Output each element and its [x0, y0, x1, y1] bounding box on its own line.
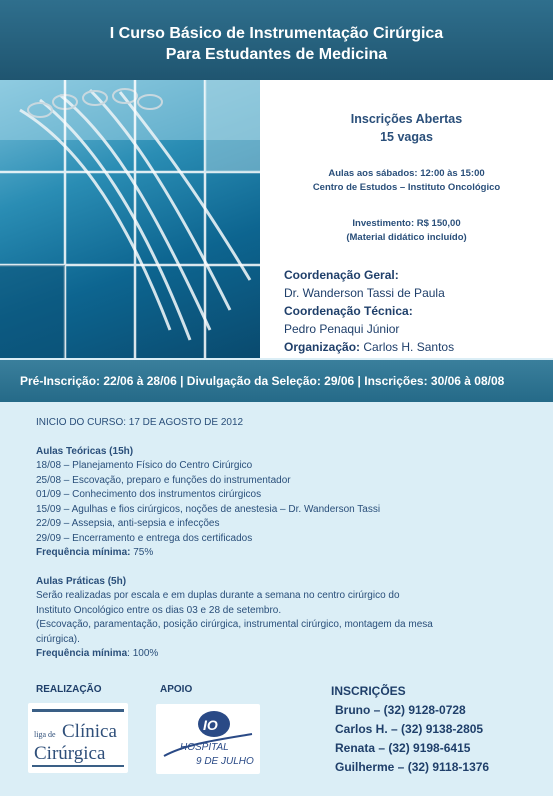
contact-row: Guilherme – (32) 9118-1376 [335, 760, 490, 774]
freq-teoricas-label: Frequência mínima: [36, 547, 131, 558]
instruments-illustration [0, 80, 260, 358]
inscricoes-contacts [331, 682, 541, 777]
price [260, 217, 553, 245]
praticas-title: Aulas Práticas (5h) [36, 575, 127, 587]
teoricas-item: 01/09 – Conhecimento dos instrumentos cirúrgicos [36, 489, 262, 500]
freq-praticas [36, 647, 536, 662]
praticas-line: Instituto Oncológico entre os dias 03 e 28 de setembro. [36, 604, 282, 616]
coord-geral-label: Coordenação Geral: [284, 268, 399, 282]
logo2-line1: HOSPITAL [180, 742, 229, 753]
freq-praticas-value: : 100% [127, 648, 159, 659]
class-times: Aulas aos sábados: 12:00 às 15:00 [328, 168, 485, 179]
realizacao-label: REALIZAÇÃO [36, 684, 102, 695]
teoricas-item: 29/09 – Encerramento e entrega dos certificados [36, 532, 253, 544]
freq-teoricas [36, 546, 536, 561]
vagas: 15 vagas [380, 130, 433, 144]
contact-row: Carlos H. – (32) 9138-2805 [335, 722, 484, 736]
hospital-9-de-julho-logo [156, 704, 260, 774]
coordination [284, 266, 544, 356]
coord-geral-name: Dr. Wanderson Tassi de Paula [284, 286, 445, 300]
teoricas-item: 15/09 – Agulhas e fios cirúrgicos, noções de anestesia – Dr. Wanderson Tassi [36, 503, 381, 515]
praticas-line: cirúrgica). [36, 633, 80, 645]
org-name: Carlos H. Santos [363, 340, 455, 354]
inscricoes-abertas: Inscrições Abertas [350, 112, 463, 126]
investimento: Investimento: R$ 150,00 [352, 218, 461, 229]
logo2-line2: 9 DE JULHO [196, 756, 254, 767]
liga-clinica-cirurgica-logo [28, 703, 128, 773]
contact-row: Bruno – (32) 9128-0728 [335, 703, 466, 717]
registration-open [260, 110, 553, 146]
freq-praticas-label: Frequência mínima [36, 648, 128, 659]
praticas-line: (Escovação, paramentação, posição cirúrgica, instrumental cirúrgico, montagem da mesa [36, 619, 433, 630]
logo1-small-text: liga de [34, 730, 56, 739]
schedule [260, 167, 553, 195]
coord-tecnica-name: Pedro Penaqui Júnior [284, 322, 400, 336]
inscricoes-title: INSCRIÇÕES [331, 684, 406, 698]
teoricas-item: 18/08 – Planejamento Físico do Centro Cirúrgico [36, 460, 253, 471]
logo1-word2: Cirúrgica [34, 743, 106, 764]
apoio-label: APOIO [160, 684, 193, 695]
org-label: Organização: [284, 340, 361, 354]
logo2-mark: IO [203, 717, 218, 733]
dates-band: Pré-Inscrição: 22/06 à 28/06 | Divulgação da Seleção: 29/06 | Inscrições: 30/06 à 08/08 [0, 360, 553, 402]
course-details [36, 416, 536, 662]
title-line-1: I Curso Básico de Instrumentação Cirúrgica [109, 25, 444, 42]
material-note: (Material didático incluído) [346, 232, 467, 243]
title-line-2: Para Estudantes de Medicina [165, 46, 388, 63]
organizacao [284, 338, 544, 356]
contact-row: Renata – (32) 9198-6415 [335, 741, 471, 755]
freq-teoricas-value: 75% [130, 547, 154, 558]
class-location: Centro de Estudos – Instituto Oncológico [312, 182, 501, 193]
page-header [0, 0, 553, 80]
surgical-instruments-photo [0, 80, 260, 358]
course-start: INICIO DO CURSO: 17 DE AGOSTO DE 2012 [36, 417, 244, 428]
teoricas-item: 22/09 – Assepsia, anti-sepsia e infecções [36, 518, 220, 529]
coord-tecnica-label: Coordenação Técnica: [284, 304, 413, 318]
praticas-line: Serão realizadas por escala e em duplas durante a semana no centro cirúrgico do [36, 590, 400, 601]
teoricas-item: 25/08 – Escovação, preparo e funções do instrumentador [36, 474, 291, 486]
teoricas-title: Aulas Teóricas (15h) [36, 445, 134, 457]
logo1-word1: Clínica [62, 721, 117, 742]
